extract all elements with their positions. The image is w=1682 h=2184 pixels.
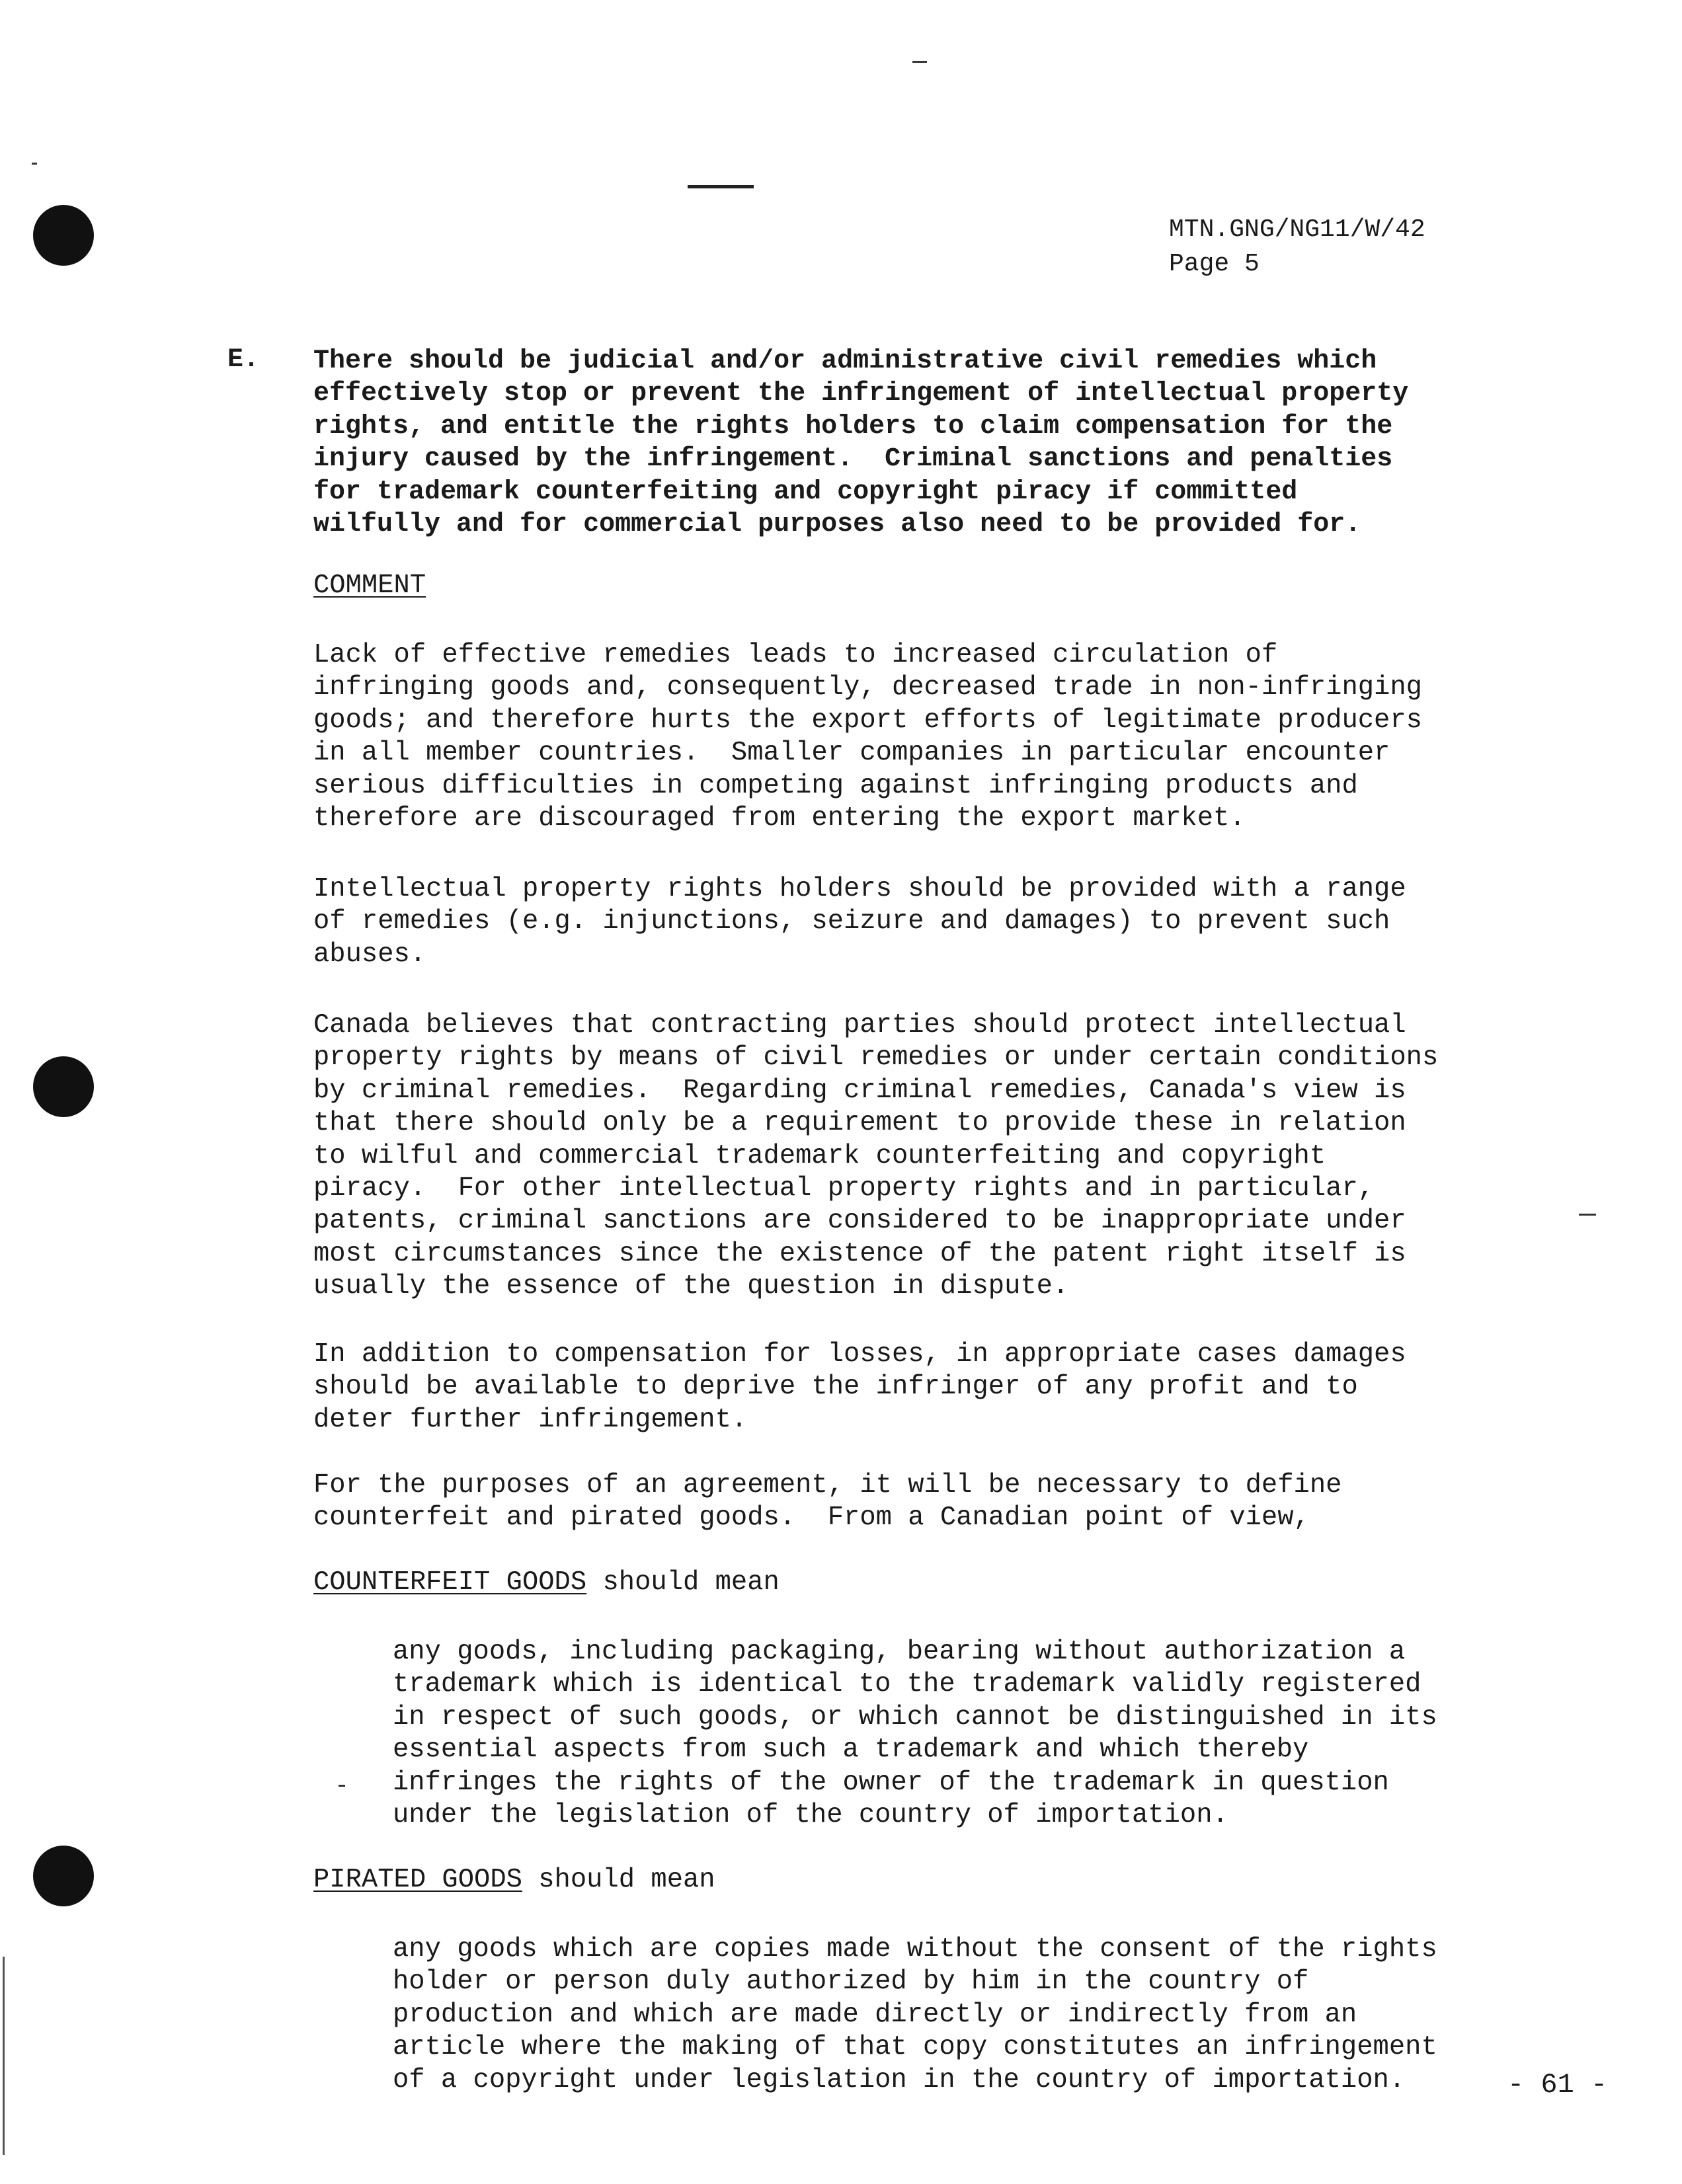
text-line: in respect of such goods, or which cannot be distinguished in its: [393, 1701, 1437, 1733]
counterfeit-goods-term: COUNTERFEIT GOODS: [313, 1567, 587, 1598]
text-line: Lack of effective remedies leads to increased circulation of: [313, 640, 1278, 670]
text-line: by criminal remedies. Regarding criminal remedies, Canada's view is: [313, 1075, 1406, 1106]
text-line: infringing goods and, consequently, decreased trade in non-infringing: [313, 672, 1422, 703]
counterfeit-goods-definition: [393, 1636, 1437, 1832]
scan-speck: [339, 1785, 345, 1787]
text-line: injury caused by the infringement. Criminal sanctions and penalties: [313, 444, 1393, 475]
document-symbol: MTN.GNG/NG11/W/42: [1169, 215, 1425, 244]
paragraph-5: [313, 1469, 1342, 1535]
paragraph-1: [313, 639, 1422, 835]
text-line: any goods, including packaging, bearing without authorization a: [393, 1637, 1406, 1667]
text-line: under the legislation of the country of importation.: [393, 1800, 1228, 1831]
text-line: effectively stop or prevent the infringement of intellectual property: [313, 379, 1409, 409]
text-line: article where the making of that copy constitutes an infringement: [393, 2032, 1437, 2063]
document-reference: [1169, 213, 1425, 282]
comment-heading: [313, 570, 426, 602]
comment-heading-text: COMMENT: [313, 570, 426, 601]
text-line: to wilful and commercial trademark counterfeiting and copyright: [313, 1140, 1326, 1171]
paragraph-3: [313, 1009, 1438, 1304]
paragraph-4: [313, 1339, 1406, 1436]
page-number: - 61 -: [1507, 2069, 1608, 2101]
paragraph-2: [313, 873, 1406, 971]
text-line: patents, criminal sanctions are considered to be inappropriate under: [313, 1206, 1406, 1237]
text-line: for trademark counterfeiting and copyright piracy if committed: [313, 477, 1298, 507]
text-line: any goods which are copies made without the consent of the rights: [393, 1934, 1437, 1965]
text-line: deter further infringement.: [313, 1404, 748, 1435]
text-line: Canada believes that contracting parties should protect intellectual: [313, 1010, 1406, 1040]
scan-speck: [912, 61, 927, 63]
text-line: In addition to compensation for losses, in appropriate cases damages: [313, 1339, 1406, 1370]
text-line: There should be judicial and/or administrative civil remedies which: [313, 346, 1377, 376]
text-line: Intellectual property rights holders should be provided with a range: [313, 874, 1406, 904]
text-line: rights, and entitle the rights holders to claim compensation for the: [313, 411, 1393, 442]
text-line: piracy. For other intellectual property rights and in particular,: [313, 1173, 1375, 1204]
punch-hole: [33, 1056, 94, 1117]
header-dash: [688, 185, 754, 188]
text-line: of a copyright under legislation in the country of importation.: [393, 2064, 1406, 2095]
pirated-goods-term: PIRATED GOODS: [313, 1865, 522, 1895]
text-line: holder or person duly authorized by him in the country of: [393, 1967, 1309, 1998]
text-line: in all member countries. Smaller companies in particular encounter: [313, 738, 1390, 769]
scan-edge-line: [3, 1957, 5, 2155]
punch-hole: [33, 205, 94, 266]
text-line: counterfeit and pirated goods. From a Canadian point of view,: [313, 1502, 1310, 1534]
punch-hole: [33, 1846, 94, 1906]
text-line: infringes the rights of the owner of the trademark in question: [393, 1767, 1389, 1798]
text-line: wilfully and for commercial purposes also need to be provided for.: [313, 510, 1361, 540]
text-line: usually the essence of the question in dispute.: [313, 1271, 1069, 1302]
text-line: that there should only be a requirement to provide these in relation: [313, 1108, 1406, 1139]
counterfeit-goods-suffix: should mean: [586, 1567, 780, 1598]
text-line: goods; and therefore hurts the export efforts of legitimate producers: [313, 705, 1422, 736]
text-line: of remedies (e.g. injunctions, seizure and damages) to prevent such: [313, 906, 1390, 937]
section-e-text: [313, 345, 1408, 541]
page-label: Page 5: [1169, 250, 1260, 278]
scan-speck: [1579, 1214, 1596, 1216]
section-label: E.: [227, 345, 260, 375]
text-line: For the purposes of an agreement, it will be necessary to define: [313, 1470, 1342, 1501]
text-line: therefore are discouraged from entering the export market.: [313, 803, 1246, 834]
text-line: should be available to deprive the infringer of any profit and to: [313, 1372, 1358, 1403]
scan-speck: [32, 163, 37, 165]
text-line: serious difficulties in competing against infringing products and: [313, 770, 1358, 801]
text-line: abuses.: [313, 939, 426, 970]
text-line: trademark which is identical to the trademark validly registered: [393, 1669, 1422, 1700]
pirated-goods-heading: [313, 1864, 715, 1896]
text-line: production and which are made directly or indirectly from an: [393, 1999, 1357, 2030]
counterfeit-goods-heading: [313, 1567, 780, 1599]
text-line: property rights by means of civil remedies or under certain conditions: [313, 1042, 1439, 1073]
text-line: essential aspects from such a trademark and which thereby: [393, 1735, 1309, 1766]
pirated-goods-definition: [393, 1933, 1437, 2097]
text-line: most circumstances since the existence of the patent right itself is: [313, 1238, 1406, 1269]
pirated-goods-suffix: should mean: [522, 1865, 715, 1895]
